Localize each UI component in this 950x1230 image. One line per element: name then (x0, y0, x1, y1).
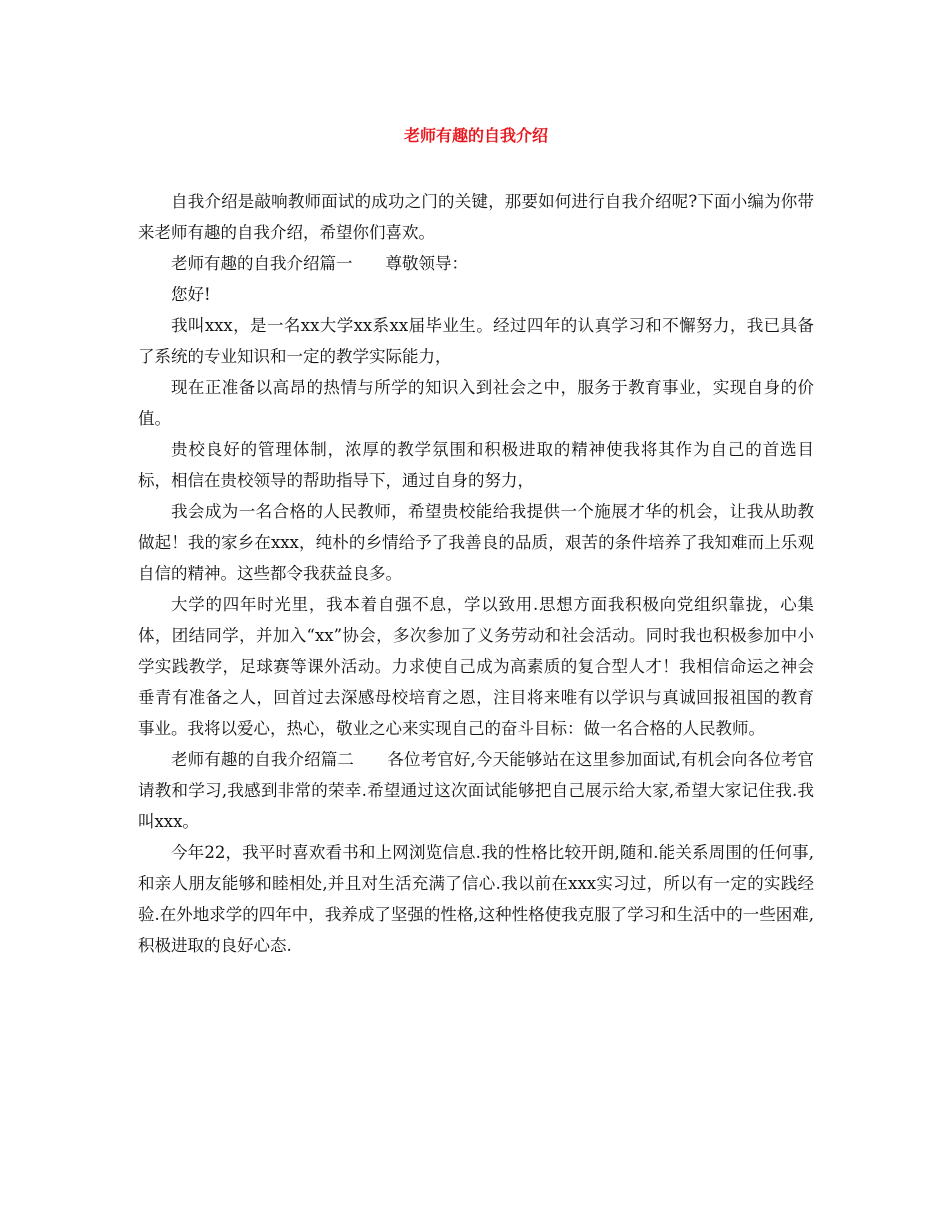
document-body (138, 186, 814, 961)
paragraph-7: 我会成为一名合格的人民教师，希望贵校能给我提供一个施展才华的机会，让我从助教做起！我的家乡在xxx，纯朴的乡情给予了我善良的品质，艰苦的条件培养了我知难而上乐观自信的精神。这些都令我获益良多。 (138, 502, 814, 583)
paragraph-3: 您好! (171, 285, 211, 304)
paragraph-2: 老师有趣的自我介绍篇一 尊敬领导： (171, 254, 468, 273)
paragraph-6: 贵校良好的管理体制，浓厚的教学氛围和积极进取的精神使我将其作为自己的首选目标，相信在贵校领导的帮助指导下，通过自身的努力， (138, 440, 814, 490)
paragraph-8: 大学的四年时光里，我本着自强不息，学以致用.思想方面我积极向党组织靠拢，心集体，团结同学，并加入“xx”协会，多次参加了义务劳动和社会活动。同时我也积极参加中小学实践教学，足球赛等课外活动。力求使自己成为高素质的复合型人才！我相信命运之神会垂青有准备之人，回首过去深感母校培育之恩，注目将来唯有以学识与真诚回报祖国的教育事业。我将以爱心，热心，敬业之心来实现自己的奋斗目标：做一名合格的人民教师。 (138, 595, 814, 738)
paragraph-4: 我叫xxx，是一名xx大学xx系xx届毕业生。经过四年的认真学习和不懈努力，我已具备了系统的专业知识和一定的教学实际能力， (138, 316, 814, 366)
document-page (138, 0, 814, 1230)
paragraph-9: 老师有趣的自我介绍篇二 各位考官好,今天能够站在这里参加面试,有机会向各位考官请教和学习,我感到非常的荣幸.希望通过这次面试能够把自己展示给大家,希望大家记住我.我叫xxx。 (138, 750, 814, 831)
document-title: 老师有趣的自我介绍 (403, 126, 548, 145)
paragraph-5: 现在正准备以高昂的热情与所学的知识入到社会之中，服务于教育事业，实现自身的价值。 (138, 378, 814, 428)
paragraph-10: 今年22，我平时喜欢看书和上网浏览信息.我的性格比较开朗,随和.能关系周围的任何事,和亲人朋友能够和睦相处,并且对生活充满了信心.我以前在xxx实习过，所以有一定的实践经验.在外地求学的四年中，我养成了坚强的性格,这种性格使我克服了学习和生活中的一些困难,积极进取的良好心态. (138, 843, 814, 955)
paragraph-1: 自我介绍是敲响教师面试的成功之门的关键，那要如何进行自我介绍呢?下面小编为你带来老师有趣的自我介绍，希望你们喜欢。 (138, 192, 814, 242)
